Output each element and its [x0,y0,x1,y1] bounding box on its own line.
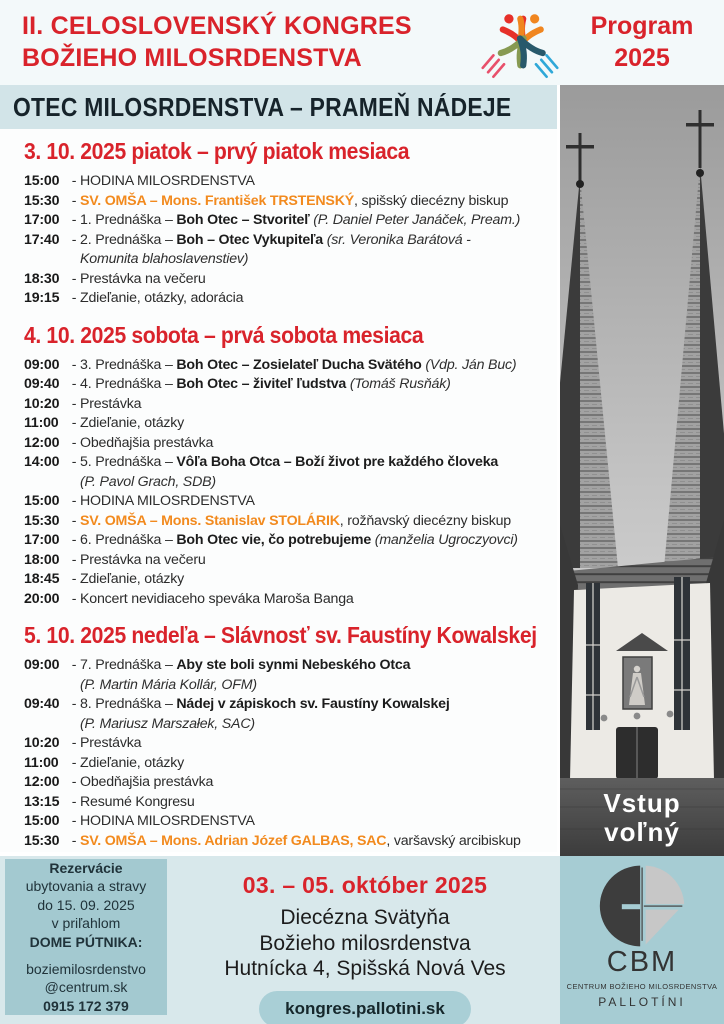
text-segment: (manželia Ugroczyovci) [371,532,518,548]
day-section-3 [24,621,551,851]
time-label: 09:00 [24,657,60,673]
schedule-row [24,231,551,270]
text-segment: 3. Prednáška – [80,356,177,373]
event-text [80,356,551,376]
text-segment: Prestávka [80,395,142,412]
time-label: 12:00 [24,774,60,790]
time-label: 09:00 [24,356,60,373]
schedule-row [24,832,551,852]
time-label: 14:00 [24,454,60,470]
text-segment: HODINA MILOSRDENSTVA [80,493,255,509]
day-heading-text [24,621,537,649]
poster-title-line2: BOŽIEHO MILOSRDENSTVA [22,43,362,72]
time-separator: - [68,512,81,529]
event-text [80,172,551,192]
entry-caption [560,789,724,847]
poster-title-line1: II. CELOSLOVENSKÝ KONGRES [22,12,412,41]
time-separator: - [68,231,81,248]
text-segment: HODINA MILOSRDENSTVA [80,813,255,829]
program-label-line2: 2025 [614,43,670,72]
text-segment: Boh Otec – živiteľ ľudstva [176,376,347,392]
time-label: 13:15 [24,793,60,810]
time-separator: - [68,793,81,810]
time-separator: - [68,270,81,287]
time-separator: - [68,532,81,548]
time-separator: - [68,571,81,587]
time-separator: - [68,774,81,790]
event-text [80,512,551,532]
event-text [80,531,551,551]
time-label: 20:00 [24,590,60,607]
schedule-row [24,773,551,793]
time-separator: - [68,212,81,228]
text-segment: Zdieľanie, otázky [80,415,185,431]
time-separator: - [68,551,81,568]
congress-logo-icon [477,4,563,82]
time-separator: - [68,454,81,470]
time-separator: - [68,290,81,306]
time-label: 15:30 [24,832,60,849]
event-text [80,395,551,415]
event-text [80,590,551,610]
cbm-abbr: CBM [606,946,678,978]
reservation-email-line2: @centrum.sk [44,979,128,996]
schedule-row [24,754,551,774]
footer [0,856,724,1024]
text-segment: Zdieľanie, otázky [80,571,185,587]
text-segment: (Vdp. Ján Buc) [421,356,517,373]
time-separator: - [68,173,81,189]
schedule-row [24,551,551,571]
event-text [80,270,551,290]
text-segment: 7. Prednáška – [80,657,177,673]
text-segment: Prestávka na večeru [80,270,206,287]
text-segment: Nádej v zápiskoch sv. Faustíny Kowalskej [176,696,450,712]
schedule-row [24,414,551,434]
event-text [80,414,551,434]
time-separator: - [68,434,81,451]
time-separator: - [68,754,81,771]
time-separator: - [68,376,81,392]
schedule-row [24,270,551,290]
venue-line1: Diecézna Svätyňa [280,906,450,929]
day-date: 4. 10. 2025 [24,321,126,348]
time-label: 15:30 [24,192,60,209]
text-segment: (P. Martin Mária Kollár, OFM) [80,676,257,693]
text-segment: Komunita blahoslavenstiev) [80,251,249,267]
event-venue [170,905,560,982]
schedule-row [24,570,551,590]
time-label: 09:40 [24,376,60,392]
reservation-phone: 0915 172 379 [43,997,129,1014]
event-text [80,289,551,309]
schedule-row [24,434,551,454]
time-label: 19:15 [24,290,60,306]
schedule-row [24,172,551,192]
program-label [566,11,718,74]
door [616,727,658,779]
text-segment: 6. Prednáška – [80,532,177,548]
schedule-row [24,356,551,376]
schedule-row [24,453,551,492]
text-segment: 1. Prednáška – [80,212,177,228]
reservation-email-line1: boziemilosrdenstvo [26,960,146,977]
day-heading [24,621,551,649]
event-text [80,656,551,695]
time-label: 11:00 [24,415,59,431]
text-segment: Boh Otec vie, čo potrebujeme [176,532,372,548]
cbm-congregation: PALLOTÍNI [598,995,686,1009]
time-label: 17:00 [24,532,60,548]
header [0,0,724,85]
text-segment: Prestávka [80,735,142,751]
text-segment: Resumé Kongresu [80,793,195,810]
event-text [80,734,551,754]
schedule-row [24,512,551,532]
time-label: 09:40 [24,696,60,712]
event-text [80,793,551,813]
text-segment: Boh – Otec Vykupiteľa [176,231,323,248]
footer-event-column [170,856,560,1024]
time-label: 10:20 [24,395,60,412]
schedule-row [24,812,551,832]
mercy-image [623,657,652,709]
reservation-line: do 15. 09. 2025 [37,896,135,913]
day-subtitle: sobota – prvá sobota mesiaca [125,321,424,348]
website-pill[interactable]: kongres.pallotini.sk [259,991,471,1024]
time-label: 12:00 [24,434,60,451]
text-segment: (P. Mariusz Marszałek, SAC) [80,715,255,732]
text-segment: Boh Otec – Stvoriteľ [176,212,310,228]
text-segment: Obedňajšia prestávka [80,434,214,451]
day-section-1 [24,137,551,309]
time-label: 18:45 [24,571,60,587]
entry-caption-line1: Vstup [603,787,681,818]
day-subtitle: piatok – prvý piatok mesiaca [125,138,410,164]
schedule-row [24,492,551,512]
event-text [80,211,551,231]
text-segment: 2. Prednáška – [80,231,177,248]
footer-reservation-column [0,856,170,1024]
event-text [80,832,551,852]
schedule-row [24,211,551,231]
schedule-row [24,192,551,212]
text-segment: , spišský diecézny biskup [354,192,509,209]
schedule-row [24,395,551,415]
time-label: 18:00 [24,551,60,568]
text-segment: Vôľa Boha Otca – Boží život pre každého človeka [176,454,499,470]
text-segment: Boh Otec – Zosielateľ Ducha Svätého [176,356,422,373]
time-label: 17:00 [24,212,60,228]
congress-logo [474,4,566,82]
time-label: 15:00 [24,813,60,829]
text-segment: 4. Prednáška – [80,376,177,392]
text-segment: SV. OMŠA – Mons. Adrian Józef GALBAS, SAC [80,832,387,849]
time-separator: - [68,813,81,829]
text-segment: 8. Prednáška – [80,696,177,712]
text-segment: SV. OMŠA – Mons. Stanislav STOLÁRIK [80,512,340,529]
time-separator: - [68,356,81,373]
event-text [80,231,551,270]
time-separator: - [68,395,81,412]
event-text [80,551,551,571]
text-segment: Obedňajšia prestávka [80,774,214,790]
text-segment: 5. Prednáška – [80,454,177,470]
entry-caption-line2: voľný [604,816,680,847]
event-text [80,492,551,512]
time-separator: - [68,657,81,673]
schedule-row [24,734,551,754]
day-heading-text [24,321,423,349]
text-segment: (P. Pavol Grach, SDB) [80,473,216,490]
reservation-line: v priľahlom [51,915,121,932]
text-segment: Koncert nevidiaceho speváka Maroša Banga [80,590,354,607]
event-text [80,695,551,734]
cbm-logo-icon [596,862,688,950]
event-text [80,570,551,590]
text-segment: Zdieľanie, otázky [80,754,185,771]
poster-title [22,11,474,74]
day-heading [24,137,551,165]
event-text [80,375,551,395]
venue-line2: Božieho milosrdenstva [259,931,471,955]
schedule-row [24,695,551,734]
time-label: 15:00 [24,173,60,189]
text-segment: Prestávka na večeru [80,551,206,568]
church-photo-image [560,85,724,856]
text-segment: , varšavský arcibiskup [386,832,521,849]
event-text [80,754,551,774]
program-label-line1: Program [590,12,694,41]
day-date: 5. 10. 2025 [24,622,126,648]
church-photo [560,85,724,856]
text-segment: Aby ste boli synmi Nebeského Otca [176,657,411,673]
reservation-house: DOME PÚTNIKA: [29,933,143,950]
schedule-row [24,289,551,309]
venue-line3: Hutnícka 4, Spišská Nová Ves [224,957,506,981]
day-date: 3. 10. 2025 [24,138,126,164]
event-text [80,453,551,492]
theme-banner-text: OTEC MILOSRDENSTVA – PRAMEŇ NÁDEJE [13,91,512,122]
schedule [0,129,557,852]
day-heading [24,321,551,349]
footer-cbm-column [560,856,724,1024]
event-dates: 03. – 05. október 2025 [242,872,488,898]
day-heading-text [24,137,409,165]
day-section-2 [24,321,551,610]
time-label: 10:20 [24,735,60,751]
reservation-line: ubytovania a stravy [25,878,147,895]
text-segment: (sr. Veronika Barátová - [323,231,471,248]
schedule-row [24,793,551,813]
text-segment: (P. Daniel Peter Janáček, Pream.) [309,212,521,228]
time-label: 17:40 [24,231,60,248]
theme-banner [0,85,557,129]
day-subtitle: nedeľa – Slávnosť sv. Faustíny Kowalskej [125,622,537,648]
event-text [80,192,551,212]
event-text [80,812,551,832]
time-separator: - [68,192,81,209]
time-separator: - [68,696,81,712]
reservation-title: Rezervácie [49,860,123,876]
time-label: 18:30 [24,270,60,287]
event-text [80,773,551,793]
schedule-row [24,656,551,695]
cbm-name: CENTRUM BOŽIEHO MILOSRDENSTVA [566,982,718,991]
time-label: 11:00 [24,754,59,771]
time-separator: - [68,590,81,607]
text-segment: (Tomáš Rusňák) [346,376,451,392]
time-separator: - [68,493,81,509]
text-segment: Zdieľanie, otázky, adorácia [80,290,244,306]
time-label: 15:00 [24,493,60,509]
schedule-row [24,590,551,610]
time-separator: - [68,735,81,751]
event-text [80,434,551,454]
reservation-box [5,859,167,1015]
text-segment: HODINA MILOSRDENSTVA [80,173,255,189]
time-label: 15:30 [24,512,60,529]
text-segment: , rožňavský diecézny biskup [339,512,511,529]
schedule-row [24,531,551,551]
time-separator: - [68,832,81,849]
time-separator: - [68,415,81,431]
schedule-row [24,375,551,395]
text-segment: SV. OMŠA – Mons. František TRSTENSKÝ [80,192,355,209]
